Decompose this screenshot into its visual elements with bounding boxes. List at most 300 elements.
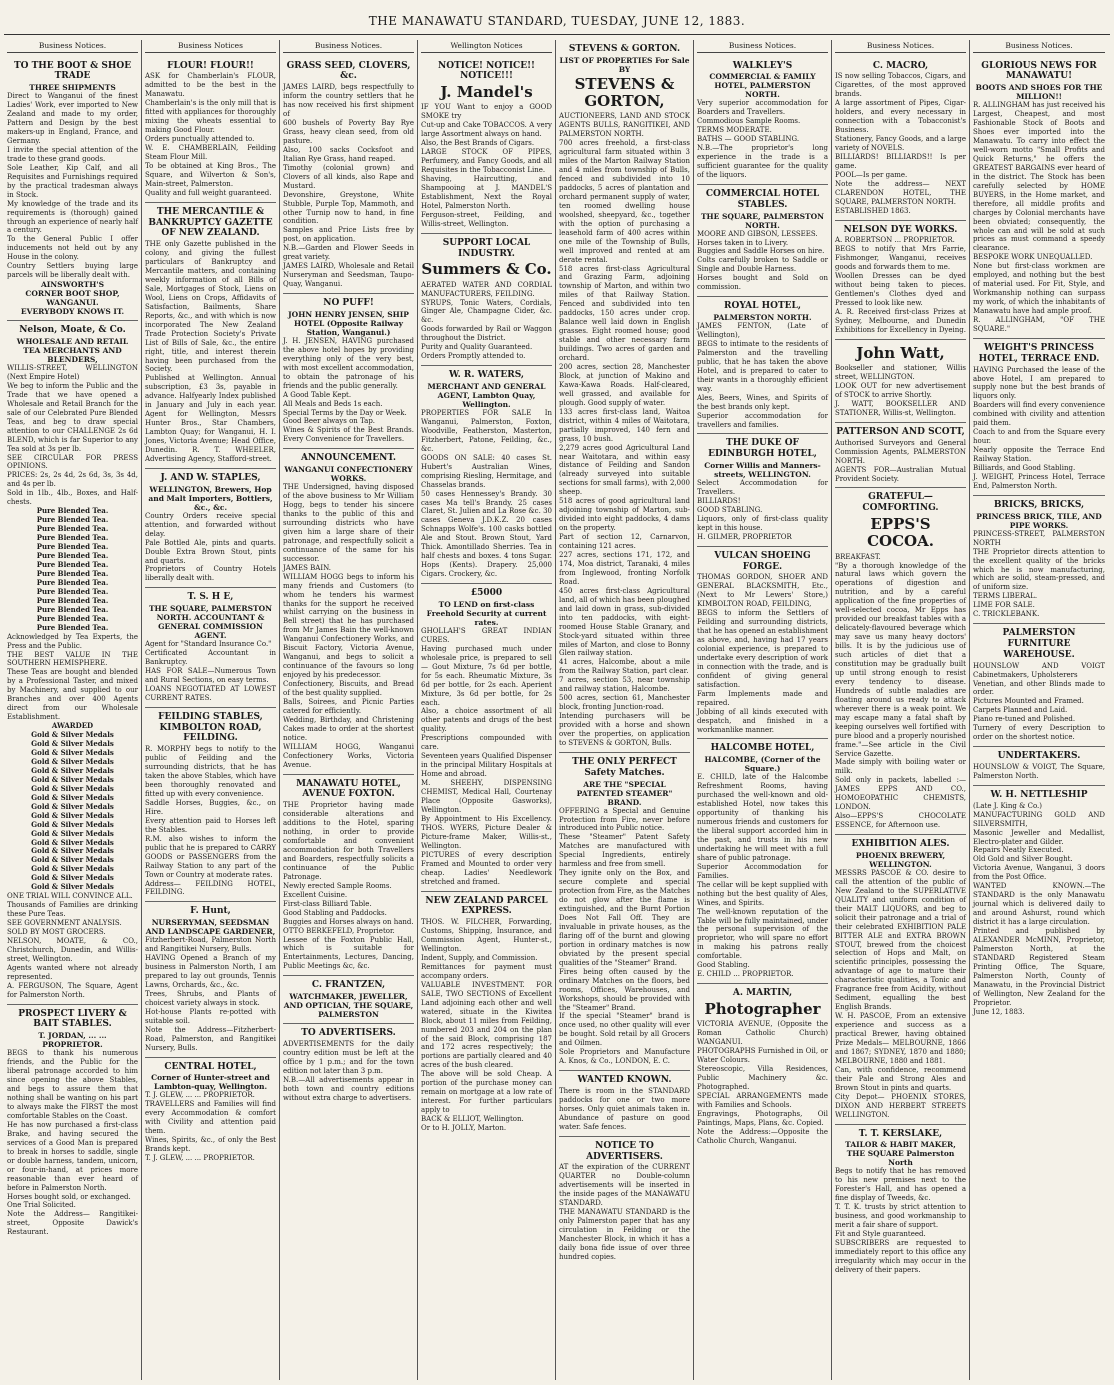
advertisement [7, 1005, 138, 1242]
ad-text: The well-known reputation of the Table will be fully maintained, under the personal supervision of the proprietor, who will spare no effort in making his patrons really comfortable. [697, 907, 828, 961]
ad-text: SPECIAL ARRANGEMENTS made with Families and Schools. [697, 1091, 828, 1109]
ad-text: Sold in 1lb., 4lb., Boxes, and Half-chests. [7, 489, 138, 507]
ad-text: AGENTS FOR—Australian Mutual Provident Society. [835, 465, 966, 483]
advertisement [421, 57, 552, 234]
ad-title: NOTICE! NOTICE!! NOTICE!!! [438, 60, 535, 82]
ad-list-item: Gold & Silver Medals [31, 882, 114, 892]
ad-text: Ales, Beers, Wines, and Spirits of the best brands only kept. [697, 393, 828, 411]
ad-text: J. H. JENSEN, HAVING purchased the above hotel hopes by providing everything only of the very best, with most excellent accommodation, to obtain the patronage of his friends and the public generally. [283, 336, 414, 390]
ad-text: J. WEIGHT, Princess Hotel, Terrace End, Palmerston North. [973, 473, 1105, 490]
ad-title: TO ADVERTISERS. [301, 1028, 396, 1039]
ad-text: Remittances for payment must accompany orders. [421, 962, 552, 980]
ad-list-item: Pure Blended Tea. [36, 568, 109, 578]
ad-text: The above will be sold Cheap. A portion of the purchase money can remain on mortgage at a low rate of interest. For further particulars apply to [421, 1070, 552, 1115]
ad-text: SEE CIRCULAR FOR PRESS OPINIONS. [7, 453, 138, 471]
ad-text: BREAKFAST. [835, 552, 881, 561]
ad-text: (Late J. King & Co.) [973, 801, 1042, 810]
ad-text: Boarders will find every convenience combined with civility and attention paid them. [973, 401, 1105, 428]
ad-text: THE only Gazette published in the colony, and giving the fullest particulars of Bankruptcy and Mercantile matters, and containing weekly information of all Bills of Sale, Mortgages of Stock, Liens on Wool, Liens on Crops, Affidavits of Satisfaction, Bailments, Share Reports, &c., and with which is now incorporated The New Zealand Trade Protection Society's Private List of Bills of Sale, &c., the entire right, title, and interest therein having been purchased from the Society. [145, 240, 276, 374]
ad-subtitle: THE SQUARE, PALMERSTON NORTH. ACCOUNTANT & GENERAL COMMISSION AGENT. [148, 604, 273, 641]
ad-subtitle: T. JORDAN, ... ... PROPRIETOR. [38, 1031, 107, 1050]
ad-text: City Depot— PHOENIX STORES, DIXON AND HERBERT STREETS WELLINGTON. [835, 1092, 966, 1119]
ad-text: 133 acres first-class land, Waitoa district, within 4 miles of Waitotara, partially improved, 140 fern and grass, 10 bush. [559, 407, 690, 443]
ad-text: Timothy (colonial grown) and Clovers of all kinds, also Rape and Mustard. [283, 163, 414, 190]
ad-text: I invite the special attention of the trade to these grand goods. [7, 145, 138, 163]
ad-text: LOANS NEGOTIATED AT LOWEST CURRENT RATES. [145, 684, 276, 702]
ad-text: Old Gold and Silver Bought. [973, 855, 1073, 864]
ad-subtitle: BOOTS AND SHOES FOR THE MILLION!! [975, 83, 1103, 102]
advertisement [283, 775, 414, 977]
column-3 [280, 40, 418, 1380]
ad-text: A Good Table Kept. [283, 390, 352, 399]
ad-title: T. T. KERSLAKE, [858, 1128, 943, 1139]
ad-list-item: Gold & Silver Medals [31, 739, 114, 749]
ad-list-item: Gold & Silver Medals [31, 792, 114, 802]
ad-list-item: Pure Blended Tea. [36, 622, 109, 632]
ad-title: J. AND W. STAPLES, [160, 472, 261, 483]
ad-text: 2,279 acres good Agricultural Land near Waitotara, and within easy distance of Feilding and Sandon (already surveyed into suitable sections for small farms), with 2,000 sheep. [559, 443, 690, 497]
ad-text: Very superior accommodation for Boarders and Travellers. [697, 99, 828, 117]
ad-title: GLORIOUS NEWS FOR MANAWATU! [981, 60, 1097, 82]
ad-text: AERATED WATER AND CORDIAL MANUFACTURERS, FEILDING. [421, 280, 552, 298]
ad-text: The cellar will be kept supplied with nothing but the best quality of Ales, Wines, and Spirits. [697, 880, 828, 907]
column-heading: Business Notices. [835, 40, 966, 53]
ad-text: To the General Public I offer inducements not held out by any House in the colony. [7, 235, 138, 262]
ad-subtitle: WELLINGTON, Brewers, Hop and Malt Importers, Bottlers, &c., &c. [148, 484, 273, 512]
ad-text: JAMES BAIN. [283, 563, 332, 572]
ad-text: ONE TRIAL WILL CONVINCE ALL. [7, 892, 133, 901]
ad-text: MESSRS PASCOE & CO. desire to call the attention of the public of New Zealand to the SUPERLATIVE QUALITY and uniform condition of their MALT LIQUORS, and beg to solicit their patronage and a trial of their celebrated EXHIBITION PALE BITTER ALE and EXTRA BROWN STOUT, brewed from the choicest selection of Hops and Malt, on scientific principles, possessing the advantage of age to mature their characteristic qualities, a Tonic and Fragrance free from Acidity, without Sediment, equalling the best English Brands. [835, 868, 966, 1012]
ad-text: Good Stabling and Paddocks. [283, 908, 387, 917]
ad-title: Nelson, Moate, & Co. [19, 325, 126, 336]
advertisement [835, 221, 966, 340]
ad-text: Fitzherbert-Road, Palmerston North and Rangitikei Nursery, Bulls. [145, 936, 276, 954]
ad-text: THE MANAWATU STANDARD is the only Palmerston paper that has any circulation in Feilding or the Manchester Block, in which it has a daily bona fide issue of over three hundred copies. [559, 1208, 690, 1261]
ad-text: A large assortment of Pipes, Cigar-holders, and every necessary in connection with a Tobacconist's Business. [835, 99, 966, 135]
ad-title: ROYAL HOTEL, [724, 301, 801, 312]
ad-list-item: Gold & Silver Medals [31, 837, 114, 847]
ad-text: Also—EPPS'S CHOCOLATE ESSENCE, for Afternoon use. [835, 812, 966, 830]
ad-subtitle: THE SQUARE, PALMERSTON NORTH. [700, 211, 825, 230]
ad-text: Hot-house Plants re-potted with suitable soil. [145, 1007, 276, 1025]
ad-text: Note the Address— Rangitikei-street, Opposite Dawick's Restaurant. [7, 1210, 138, 1237]
advertisement [559, 753, 690, 1071]
advertisement [835, 488, 966, 835]
ad-subtitle: TO LEND on first-class Freehold Security at current rates. [426, 599, 547, 627]
ad-text: H. GILMER, PROPRIETOR [697, 532, 792, 541]
ad-subtitle: TAILOR & HABIT MAKER, THE SQUARE Palmerston North [845, 1140, 956, 1168]
advertisement [421, 366, 552, 584]
ad-title: C. MACRO, [872, 60, 929, 71]
ad-text: WILLIAM HOGG begs to inform his many friends and Customers (to whom he tenders his warmest thanks for the support he received whilst carrying on the business in Bell street) that he has purchased from Mr James Bain the well-known Wanganui Confectionery Works, and Biscuit Factory, Victoria Avenue, Wanganui, and begs to solicit a continuance of the favours so long enjoyed by his predecessor. [283, 572, 414, 680]
ad-text: AUCTIONEERS, LAND AND STOCK AGENTS BULLS, RANGITIKEI, AND PALMERSTON NORTH. [559, 112, 690, 139]
ad-text: To be obtained at King Bros., The Square, and Wilverton & Son's, Main-street, Palmerston. [145, 161, 276, 188]
ad-text: Pictures Mounted and Framed. [973, 697, 1084, 706]
ad-subtitle: Corner Willis and Manners-streets, WELLINGTON. [704, 461, 821, 480]
ad-text: WILLIAM HOGG, Wanganui Confectionery Works, Victoria Avenue. [283, 742, 414, 769]
ad-text: Excellent Cuisine. [283, 890, 348, 899]
ad-title: WALKLEY'S [732, 60, 793, 71]
ad-text: Direct to Wanganui of the finest Ladies' Work, ever imported to New Zealand and made to my order, Pattern and Design by the best makers-up in England, France, and Germany. [7, 92, 138, 145]
ad-text: PRINCESS-STREET, PALMERSTON NORTH [973, 529, 1105, 547]
ad-list-item: Gold & Silver Medals [31, 864, 114, 874]
ad-text: 227 acres, sections 171, 172, and 174, Moa district, Taranaki, 4 miles from Inglewood, fronting Norfolk Road. [559, 551, 690, 586]
ad-text: Billiards, and Good Stabling. [973, 464, 1076, 473]
column-4 [418, 40, 556, 1380]
ad-list-item: Pure Blended Tea. [36, 506, 109, 516]
ad-title: MANAWATU HOTEL, AVENUE FOXTON. [296, 778, 401, 800]
advertisement [7, 57, 138, 322]
ad-subtitle: PHOENIX BREWERY, WELLINGTON. [855, 850, 946, 869]
ad-text: Every attention paid to Horses left the Stables. [145, 816, 276, 834]
ad-text: Horses taken in to Livery. [697, 238, 789, 247]
ad-title: HALCOMBE HOTEL, [710, 743, 815, 754]
ad-subtitle: HALCOMBE, (Corner of the Square.) [704, 755, 821, 774]
advertisement [973, 747, 1105, 786]
ad-text: Intending purchasers will be provided with a horse and shown over the properties, on application to STEVENS & GORTON, Bulls. [559, 712, 690, 748]
ad-text: There is room in the STANDARD paddocks for one or two more horses. Only quiet animals taken in. Abundance of pasture on good water. Safe fences. [559, 1087, 690, 1131]
ad-list-item: Gold & Silver Medals [31, 730, 114, 740]
ad-text: JAMES FENTON, (Late of Wellington), [697, 322, 828, 339]
ad-text: Note the address— NEXT CLARENDON HOTEL, THE SQUARE, PALMERSTON NORTH. [835, 179, 966, 206]
ad-text: Colts carefully broken to Saddle or Single and Double Harness. [697, 256, 828, 274]
ad-text: 700 acres freehold, a first-class agricultural farm situated within 3 miles of the Marton Railway Station and 4 miles from township of Bulls, fenced and subdivided into 10 paddocks, 5 acres of plantation and orchard permanent supply of water, ten roomed dwelling house woolshed, sheepyard, &c., together with the option of purchasing a leasehold farm of 400 acres within one mile of the Township of Bulls, well improved and rented at am derate rental. [559, 139, 690, 264]
ad-title: NOTICE TO ADVERTISERS. [586, 1140, 663, 1162]
ad-subtitle: JOHN HENRY JENSEN, SHIP HOTEL (Opposite Railway Station, Wanganui.) [288, 309, 409, 337]
ad-text: Horses bought sold, or exchanged. [7, 1192, 131, 1201]
ad-text: T. T. K. trusts by strict attention to business, and good workmanship to merit a fair share of support. [835, 1203, 966, 1230]
ad-text: Saddle Horses, Buggies, &c., on Hire. [145, 798, 276, 816]
ad-text: C. TRICKLEBANK. [973, 610, 1040, 619]
ad-text: One Trial Solicited. [7, 1201, 76, 1210]
ad-text: Agent for "Standard Insurance Co." [145, 640, 272, 649]
ad-text: Victoria Avenue, Wanganui, 3 doors from the Post Office. [973, 864, 1105, 882]
ad-list-item: Pure Blended Tea. [36, 613, 109, 623]
ad-text: Superior Accommodation for Families. [697, 862, 828, 880]
ad-list-item: Gold & Silver Medals [31, 747, 114, 757]
ad-list-item: Gold & Silver Medals [31, 774, 114, 784]
ad-text: Good Stabling. [697, 961, 750, 970]
column-7 [832, 40, 970, 1380]
ad-text: Chamberlain's is the only mill that is fitted with appliances for thoroughly mixing the wheats essential to making Good Flour. [145, 99, 276, 135]
ad-text: HOUNSLOW AND VOIGT Cabinetmakers, Upholsterers [973, 661, 1105, 679]
ad-text: A. FERGUSON, The Square, Agent for Palmerston North. [7, 981, 138, 999]
ad-text: Sold only in packets, labelled :— JAMES EPPS AND CO., HOMOEOPATHIC CHEMISTS, LONDON. [835, 776, 966, 812]
ad-text: Superior accommodation for travellers and families. [697, 411, 828, 429]
ad-subtitle: Corner of Hunter-street and Lambton-quay, Wellington. [151, 1073, 270, 1092]
ad-text: None but first-class workmen are employed, and nothing but the best of material used. For Fit, Style, and Workmanship nothing can surpass my work, of which the inhabitants of Manawatu have had ample proof. [973, 262, 1105, 316]
ad-text: T. J. GLEW, ... ... PROPRIETOR. [145, 1091, 255, 1100]
ad-text: PRICES: 2s, 2s 4d, 2s 6d, 3s, 3s 4d, and 4s per lb. [7, 471, 138, 489]
ad-text: BEGS to intimate to the residents of Palmerston and the travelling public, that he has taken the above Hotel, and is prepared to cater to their wants in a thoroughly efficient way. [697, 339, 828, 393]
ad-text: IF YOU Want to enjoy a GOOD SMOKE try [421, 103, 552, 121]
ad-text: THE Proprietor having made considerable alterations and additions to the Hotel, sparing nothing, in order to provide comfortable and convenient accommodation for both Travellers and Boarders, respectfully solicits a continuance of the Public Patronage. [283, 801, 414, 881]
ad-text: PICTURES of every description Framed and Mounted to order very cheap. Ladies' Needlework stretched and framed. [421, 850, 552, 886]
advertisement [559, 40, 690, 753]
ad-text: Proprietors of Country Hotels liberally dealt with. [145, 565, 276, 583]
ad-text: Cut-up and Cake TOBACCOS. A very large Assortment always on hand. [421, 121, 552, 139]
advertisement [283, 449, 414, 774]
ad-text: Carpets Planned and Laid. [973, 706, 1068, 715]
ad-text: Venetian, and other Blinds made to order. [973, 679, 1105, 697]
ad-text: Also, a choice assortment of all other patents and drugs of the best quality. [421, 707, 552, 734]
column-heading: Business Notices [145, 40, 276, 53]
ad-display-name: Photographer [704, 1000, 821, 1018]
ad-text: 600 bushels of Poverty Bay Rye Grass, heavy clean seed, from old pasture. [283, 119, 414, 145]
ad-title: STEVENS & GORTON. [568, 44, 681, 54]
ad-text: Engravings, Photographs, Oil Paintings, Maps, Plans, &c. Copied. [697, 1109, 828, 1127]
ad-text: JAMES LAIRD, begs respectfully to inform the country settlers that he has now received his first shipment of [283, 83, 414, 119]
ad-text: Acknowledged by Tea Experts, the Press and the Public. [7, 632, 138, 650]
ad-display-name: Summers & Co. [421, 260, 552, 279]
ad-text: Agents wanted where not already represented. [7, 963, 138, 981]
ad-list-item: Gold & Silver Medals [31, 828, 114, 838]
ad-text: POOL—Is per game. [835, 170, 908, 179]
ad-title: THE ONLY PERFECT Safety Matches. [572, 756, 677, 778]
ad-text: BEGS to inform the Settlers of Feilding and surrounding districts, that he has opened an establishment as above, and, having had 17 years colonial experience, is prepared to undertake every description of work in connection with the trade, and is confident of giving general satisfaction. [697, 609, 828, 689]
ad-text: W. E. CHAMBERLAIN, Feilding Steam Flour Mill. [145, 144, 276, 161]
ad-text: Stereoscopic, Villa Residences, Public Machinery &c. Photographed. [697, 1065, 828, 1091]
ad-subtitle: WATCHMAKER, JEWELLER, AND OPTICIAN, THE SQUARE, PALMERSTON [283, 992, 414, 1020]
ad-text: BEGS to thank his numerous friends, and the Public for the liberal patronage accorded to him since opening the above Stables, and begs to assure them that nothing shall be wanting on his part to always make the FIRST the most comfortable Stables on the Coast. [7, 1049, 138, 1120]
ad-text: THE Undersigned, having disposed of the above business to Mr William Hogg, begs to tender his sincere thanks to the public of this and surrounding districts who have given him a large share of their patronage, and respectfully solicit a continuance of the same for his successor. [283, 483, 414, 563]
ad-text: Coach to and from the Square every hour. [973, 428, 1105, 446]
ad-text: Orders Promptly attended to. [421, 352, 526, 361]
ad-text: Made simply with boiling water or milk. [835, 758, 966, 776]
ad-text: BILLIARDS! BILLIARDS!! Is per game. [835, 152, 966, 170]
advertisement [145, 1058, 276, 1167]
ad-list-item: Gold & Silver Medals [31, 819, 114, 829]
ad-text: Country Settlers buying large parcels will be liberally dealt with. [7, 262, 138, 280]
ad-text: WILLIS-STREET, WELLINGTON (Next Empire Hotel) [7, 364, 138, 381]
advertisement [973, 624, 1105, 747]
ad-text: 518 acres first-class Agricultural and Grazing Farm, adjoining township of Marton, and within two miles of that Railway Station. Fenced and subdivided into ten paddocks, 150 acres under crop. Balance well laid down in English grasses. Eight roomed house; good stable and other necessary farm buildings. Two acres of garden and orchard. [559, 264, 690, 363]
ad-text: They ignite only on the Box, and secure complete and special protection from Fire, as the Matches do not glow after the flame is extinguished, and the Burnt Portion Does Not Fall Off. They are invaluable in private houses, as the flaring off of the burnt and glowing portion in ordinary matches is now obviated by the present special qualities of the "Steamer" Brand. [559, 869, 690, 967]
ad-text: OTTO BERKEFELD, Proprietor. [283, 926, 395, 935]
ad-text: PROPERTIES FOR SALE In Wanganui, Palmerston, Foxton, Woodville, Featherston, Masterton, Fitzherbert, Patone, Feilding, &c., &c. [421, 409, 552, 453]
ad-list-item: Gold & Silver Medals [31, 855, 114, 865]
column-1 [4, 40, 142, 1380]
column-2 [142, 40, 280, 1380]
ad-text: Fires being often caused by the ordinary Matches on the floors, bed rooms, Offices, Warehouses, and Workshops, should be provided with the "Steamer" Brand. [559, 967, 690, 1012]
ad-text: Prescriptions compounded with care. [421, 734, 552, 752]
ad-text: 7 acres, section 53, near township and railway station, Halcombe. [559, 676, 690, 694]
ad-text: Pale Bottled Ale, pints and quarts. Double Extra Brown Stout, pints and quarts. [145, 538, 276, 565]
column-6 [694, 40, 832, 1380]
ad-text: Seventeen years Qualified Dispenser in the principal Military Hospitals at Home and abroad. [421, 752, 552, 779]
ad-text: June 12, 1883. [973, 1007, 1025, 1016]
ad-subtitle: THREE SHIPMENTS [29, 83, 116, 93]
advertisement [697, 739, 828, 984]
ad-text: Buggies and Horses always on hand. [283, 917, 414, 926]
ad-text: THE Proprietor directs attention to the excellent quality of the bricks which he is now manufacturing, which are solid, steam-pressed, and of uniform size. [973, 547, 1105, 592]
ad-text: BILLIARDS! [697, 496, 741, 505]
ad-title: ANNOUNCEMENT. [300, 453, 397, 464]
ad-text: Good Beer always on Tap. [283, 417, 376, 426]
ad-text: These Teas are bought and blended by a Professional Taster, and mixed by Machinery, and supplied to our Branches and over 400 Agents direct from our Wholesale Establishment. [7, 668, 138, 722]
ad-text: MOORE AND GIBSON, LESSEES. [697, 229, 818, 238]
ad-text: Masonic Jeweller and Medallist, Electro-plater and Gilder. [973, 828, 1105, 846]
ad-list-item: Gold & Silver Medals [31, 810, 114, 820]
ad-text: Quality and full weight guaranteed. [145, 188, 272, 197]
ad-title: GRASS SEED, CLOVERS, &c. [286, 60, 411, 82]
ad-text: VALUABLE INVESTMENT. FOR SALE, TWO SECTIONS of Excellent Land adjoining each other and well watered, situate in the Kiwitea Block, about 11 miles from Feilding, numbered 203 and 204 on the plan of the said Block, comprising 187 and 172 acres respectively; the portions are partially cleared and 40 acres of the bush cleared. [421, 980, 552, 1070]
ad-title: £5000 [470, 588, 503, 599]
column-5 [556, 40, 694, 1380]
ad-text: Jobbing of all kinds executed with despatch, and finished in a workmanlike manner. [697, 707, 828, 734]
ad-text: Shaving, Haircutting, and Shampooing at J. MANDEL'S Establishment, Next the Royal Hotel, Palmerston North. [421, 175, 552, 210]
ad-text: These "Steamer" Patent Safety Matches are manufactured with Special Ingredients, entirely harmless and free from smell. [559, 833, 690, 869]
ad-text: Wedding, Birthday, and Christening Cakes made to order at the shortest notice. [283, 715, 414, 742]
ad-list-item: Pure Blended Tea. [36, 559, 109, 569]
advertisement [835, 1125, 966, 1279]
ad-text: Part of section 12, Carnarvon, containing 121 acres. [559, 533, 690, 551]
ad-text: Sole Leather, Kip Calf, and all Requisites and Furnishings required by the practical tradesman always in Stock. [7, 163, 138, 199]
ad-text: By Appointment to His Excellency. THOS. WYERS, Picture Dealer & Picture-frame Maker, Willis-st., Wellington. [421, 814, 552, 850]
ad-subtitle: WANGANUI CONFECTIONERY WORKS. [284, 465, 413, 484]
ad-text: LARGE STOCK OF PIPES, Perfumery, and Fancy Goods, and all Requisites in the Tobacconist Line. [421, 148, 552, 175]
column-8 [970, 40, 1108, 1380]
advertisement [145, 708, 276, 903]
ad-text: Turnery of every Description to order on the shortest notice. [973, 724, 1105, 742]
advertisement [835, 423, 966, 489]
ad-text: TERMS MODERATE. [697, 126, 772, 135]
advertisement [697, 547, 828, 740]
ad-text: My knowledge of the trade and its requirements is (thorough) gained through an experience of nearly half a century. [7, 199, 138, 235]
ad-title: C. FRANTZEN, [311, 980, 386, 991]
ad-text: Confectionery, Biscuits, and Bread of the best quality supplied. [283, 680, 414, 698]
ad-title: PALMERSTON FURNITURE WAREHOUSE. [1002, 628, 1076, 660]
ad-text: Note the Address—Fitzherbert-Road, Palmerston, and Rangitikei Nursery, Bulls. [145, 1025, 276, 1052]
ad-text: R. ALLINGHAM, "OF THE SQUARE." [973, 316, 1105, 334]
ad-text: Country Orders receive special attention, and forwarded without delay. [145, 511, 276, 538]
ad-text: HAVING Opened a Branch of my business in Palmerston North, I am prepared to lay out grounds, Tennis Lawns, Orchards, &c., &c. [145, 954, 276, 989]
ad-text: N.B.—The proprietor's long experience in the trade is a sufficient guarantee for the quality of the liquors. [697, 144, 828, 180]
advertisement [283, 57, 414, 295]
ad-text: 518 acres of good agricultural land adjoining township of Marton, sub-divided into eight paddocks, 4 dams on the property. [559, 497, 690, 533]
ad-subtitle: PRINCESS BRICK, TILE, AND PIPE WORKS. [976, 511, 1102, 530]
ad-text: N.B.—All advertisements appear in both town and country editions without extra charge to advertisers. [283, 1075, 414, 1102]
ad-list-item: Pure Blended Tea. [36, 542, 109, 552]
ad-title: PATTERSON AND SCOTT, [836, 426, 965, 437]
ad-title: CENTRAL HOTEL, [164, 1061, 257, 1072]
ad-text: GHOLLAH'S GREAT INDIAN CURES. [421, 626, 552, 644]
advertisement [973, 57, 1105, 339]
ad-text: R.M. also wishes to inform the public that he is prepared to CARRY GOODS or PASSENGERS from the Railway Station to any part of the Town or Country at moderate rates. [145, 834, 276, 879]
ad-text: T. J. GLEW, ... ... PROPRIETOR. [145, 1154, 255, 1163]
ad-title: BRICKS, BRICKS, [993, 499, 1085, 510]
advertisement [835, 57, 966, 221]
ad-text: Wines & Spirits of the Best Brands. Every Convenience for Travellers. [283, 426, 414, 444]
ad-text: If the special "Steamer" brand is once used, no other quality will ever be bought. Sold retail by all Grocers and Oilmen. [559, 1012, 690, 1048]
ad-text: Balls, Soirees, and Picnic Parties catered for efficiently. [283, 698, 414, 715]
ad-text: Wines, Spirits, &c., of only the Best Brands kept. [145, 1136, 276, 1154]
ad-text: Begs to notify that he has removed to his new premises next to the Forester's Hall, and has opened a fine display of Tweeds, &c. [835, 1167, 966, 1203]
ad-display-name: STEVENS & GORTON, [574, 74, 675, 111]
advertisement [7, 321, 138, 1004]
ad-text: Trees, Shrubs, and Plants of choicest variety always in stock. [145, 989, 276, 1007]
advertisement [835, 340, 966, 423]
ad-title: W. H. NETTLESHIP [990, 789, 1088, 800]
ad-signature: CORNER BOOT SHOP, WANGANUI. [25, 289, 120, 308]
ad-text: He has now purchased a first-class Brake, and having secured the services of a Good Man is prepared to break in horses to saddle, single or double harness, tandem, unicorn, or four-in-hand, at prices more reasonable than ever heard of before in Palmerston North. [7, 1120, 138, 1192]
ad-text: SUBSCRIBERS are requested to immediately report to this office any irregularity which may occur in the delivery of their papers. [835, 1239, 966, 1274]
ad-list [7, 507, 138, 632]
ad-display-name: J. Mandel's [440, 83, 533, 102]
ad-subtitle: ARE THE "SPECIAL PATENTED STEAMER" BRAND. [576, 779, 673, 807]
ad-text: WANTED KNOWN.—The STANDARD is the only Manawatu journal which is delivered daily to and around Ashurst, round which district it has a large circulation. [973, 882, 1105, 927]
ad-text: We beg to inform the Public and the Trade that we have opened a Wholesale and Retail Branch for the sale of our Celebrated Pure Blended Teas, and beg to draw special attention to our CHALLENGE 2s 6d BLEND, which is far Superior to any Tea sold at 3s per lb. [7, 381, 138, 453]
column-heading: Business Notices. [697, 40, 828, 53]
ad-text: Can, with confidence, recommend their Pale and Strong Ales and Brown Stout in pints and quarts. [835, 1065, 966, 1092]
ad-text: HAS FOR SALE—Numerous Town and Rural Sections, on easy terms. [145, 667, 276, 684]
advertisement [697, 297, 828, 434]
ad-text: Or to H. JOLLY, Marton. [421, 1124, 507, 1133]
column-heading: Wellington Notices [421, 40, 552, 53]
ad-text: GOODS ON SALE: 40 cases St. Hubert's Australian Wines, comprising Riesling, Hermitage, and Chasselas brands. [421, 453, 552, 489]
ad-text: Printed and published by ALEXANDER McMINN, Proprietor, Palmerston North, at the STANDARD Registered Steam Printing Office, The Square, Palmerston North, County of Manawatu, in the Provincial District of Wellington, New Zealand for the Proprietor. [973, 927, 1105, 1007]
ad-text: Devonshire, Greystone, White Stubble, Purple Top, Mammoth, and other Turnip now to hand, in fine condition. [283, 190, 414, 226]
ad-subtitle: COMMERCIAL & FAMILY HOTEL, PALMERSTON NORTH. [709, 72, 816, 100]
ad-text: MANUFACTURING GOLD AND SILVERSMITH, [973, 810, 1105, 828]
advertisement [145, 588, 276, 707]
ad-text: N.B.—Garden and Flower Seeds in great variety. [283, 244, 414, 262]
ad-text: Indent, Supply, and Commission. [421, 953, 538, 962]
ad-text: Certificated Accountant in Bankruptcy. [145, 649, 276, 667]
ad-text: Samples and Price Lists free by post, on application. [283, 226, 414, 244]
ad-title: UNDERTAKERS. [997, 751, 1081, 762]
ad-text: Select Accommodation for Travellers. [697, 479, 828, 497]
ad-text: THOMAS GORDON, SHOER AND GENERAL BLACKSMITH, Etc., (Next to Mr Lewers' Store,) KIMBOLTON ROAD, FEILDING, [697, 573, 828, 609]
ad-text: AT the expiration of the CURRENT QUARTER no Double-column advertisements will be inserted in the inside pages of the MANAWATU STANDARD. [559, 1163, 690, 1208]
ad-title: PROSPECT LIVERY & BAIT STABLES. [18, 1008, 127, 1030]
ad-text: Commodious Sample Rooms. [697, 117, 801, 126]
ad-text: Liquors, only of first-class quality kept in this house. [697, 514, 828, 532]
ad-title: F. Hunt, [190, 906, 231, 917]
ad-text: Woollen Dresses can be dyed without being taken to pieces. Gentlemen's Clothes dyed and Pressed to look like new. [835, 272, 966, 308]
ad-list-item: Gold & Silver Medals [31, 801, 114, 811]
ad-title: SUPPORT LOCAL INDUSTRY. [442, 237, 531, 259]
ad-subtitle: WHOLESALE AND RETAIL TEA MERCHANTS AND BLENDERS, [16, 337, 129, 364]
ad-list-item: Gold & Silver Medals [31, 783, 114, 793]
advertisement [421, 584, 552, 891]
ad-list-item: Pure Blended Tea. [36, 595, 109, 605]
ad-text: HOUNSLOW & VOIGT, The Square, Palmerston North. [973, 763, 1105, 780]
column-heading: Business Notices. [7, 40, 138, 53]
ad-text: PHOTOGRAPHS Furnished in Oil, or Water Colours. [697, 1047, 828, 1065]
ad-text: E. CHILD, late of the Halcombe Refreshment Rooms, having purchased the well-known and old-established Hotel, now takes this opportunity of thanking his numerous friends and customers for the liberal support accorded him in the past, and trusts in his new undertaking he will meet with a full share of public patronage. [697, 773, 828, 862]
advertisement [421, 234, 552, 366]
ad-text: Buggies and Saddle Horses on hire. [697, 247, 825, 256]
ad-text: A. ROBERTSON ... PROPRIETOR. [835, 236, 955, 245]
ad-list-item: Pure Blended Tea. [36, 533, 109, 543]
advertisement [283, 1024, 414, 1106]
ad-title: WEIGHT'S PRINCESS HOTEL, TERRACE END. [978, 342, 1100, 364]
ad-text: THE BEST VALUE IN THE SOUTHERN HEMISPHERE. [7, 650, 138, 668]
ad-text: Farm Implements made and repaired. [697, 689, 828, 707]
ad-text: Orders punctually attended to. [145, 135, 255, 144]
ad-text: Thousands of Families are drinking these Pure Teas. [7, 901, 138, 919]
ad-text: SOLD BY MOST GROCERS. [7, 928, 106, 937]
ad-title: FEILDING STABLES, KIMBOLTON ROAD, FEILDING. [158, 711, 263, 744]
ad-text: 200 acres, section 28, Manchester Block, at junction of Makino and Kawa-Kawa Roads. Half-cleared, well grassed, and available for plough. Good supply of water. [559, 362, 690, 407]
ad-text: JAMES LAIRD, Wholesale and Retail Nurseryman and Seedsman, Taupo-Quay, Wanganui. [283, 262, 414, 289]
advertisement [559, 1071, 690, 1137]
ad-title: A. MARTIN, [732, 988, 793, 999]
ad-text: Having purchased much under wholesale price, is prepared to sell— Gout Mixture, 7s 6d per bottle, for 5s each. Rheumatic Mixture, 3s 6d per bottle, for 2s each. Aperient Mixture, 3s 6d per bottle, for 2s each. [421, 644, 552, 707]
advertisement [559, 1137, 690, 1266]
advertisement [145, 57, 276, 203]
